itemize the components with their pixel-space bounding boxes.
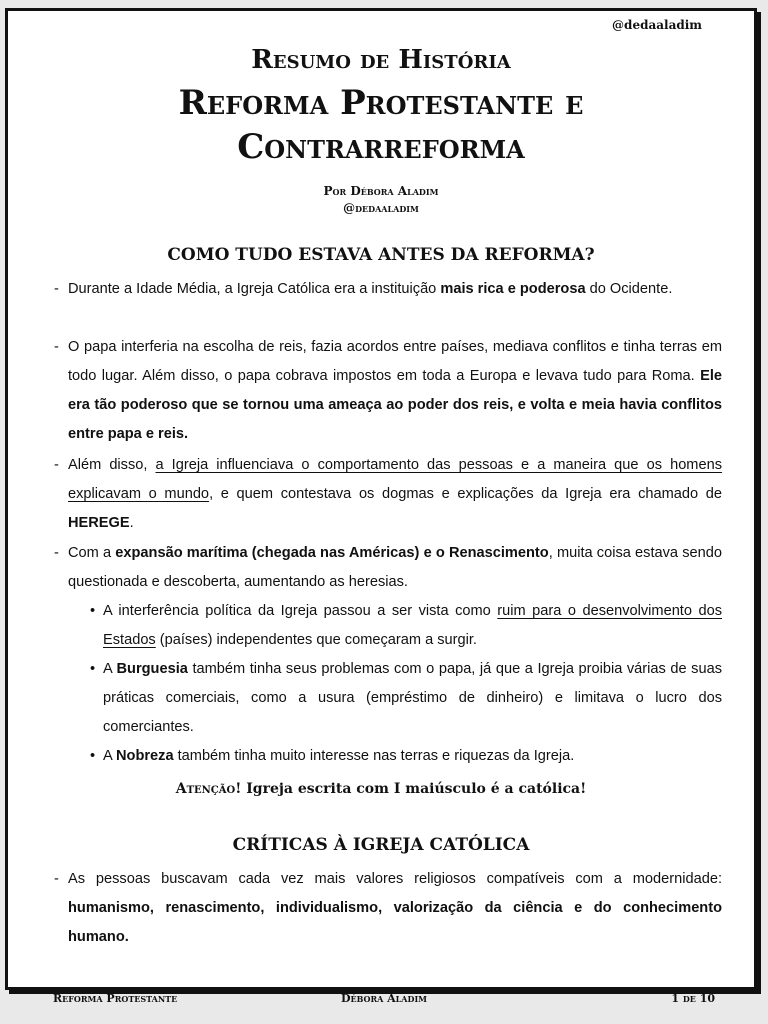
section-heading-criticism: CRÍTICAS À IGREJA CATÓLICA: [232, 835, 530, 855]
paragraph-expansion: - Com a expansão marítima (chegada nas Américas) e o Renascimento, muita coisa estava sendo questionada e descoberta, aumentando as heresias.: [54, 545, 722, 590]
bullet-bourgeoisie: • A Burguesia também tinha seus problemas com o papa, já que a Igreja proibia várias de suas práticas comerciais, como a usura (empréstimo de dinheiro) e limitava o lucro dos comerciantes.: [90, 661, 723, 735]
page-number: 1 de 10: [671, 992, 715, 1005]
attention-label: Atenção!: [175, 781, 242, 797]
document-page: [5, 8, 757, 990]
footer-title: Reforma Protestante: [53, 992, 178, 1005]
document-title: [8, 81, 754, 169]
page-footer: [48, 990, 720, 1005]
paragraph-heresy: - Além disso, a Igreja influenciava o comportamento das pessoas e a maneira que os homens explicavam o mundo, e quem contestava os dogmas e explicações da Igreja era chamado de HEREGE.: [54, 457, 722, 531]
document-subtitle: Resumo de História: [251, 45, 511, 75]
section-heading-before-reform: COMO TUDO ESTAVA ANTES DA REFORMA?: [167, 245, 595, 265]
header-handle: @dedaaladim: [612, 18, 702, 32]
title-line-2: Contrarreforma: [237, 127, 525, 167]
paragraph-modern-values: - As pessoas buscavam cada vez mais valores religiosos compatíveis com a modernidade: humanismo, renascimento, individualismo, valorização da ciência e do conhecimento humano.: [54, 871, 722, 945]
bullet-nobility: • A Nobreza também tinha muito interesse nas terras e riquezas da Igreja.: [90, 748, 575, 764]
title-line-1: Reforma Protestante e: [178, 83, 584, 123]
paragraph-pope-influence: - O papa interferia na escolha de reis, fazia acordos entre países, mediava conflitos e tinha terras em todo lugar. Além disso, o papa cobrava impostos em toda a Europa e levava tudo para Roma. Ele era tão poderoso que se tornou uma ameaça ao poder dos reis, e volta e meia havia conflitos entre papa e reis.: [54, 339, 722, 442]
author-name: Por Débora Aladim: [323, 184, 439, 198]
attention-text: Igreja escrita com I maiúsculo é a católica!: [241, 781, 587, 797]
paragraph-church-power: - Durante a Idade Média, a Igreja Católica era a instituição mais rica e poderosa do Ocidente.: [54, 281, 673, 297]
footer-author: Débora Aladim: [340, 992, 428, 1005]
byline: [8, 183, 754, 217]
author-handle: @dedaaladim: [343, 201, 419, 215]
attention-note: [8, 781, 754, 797]
bullet-political-interference: • A interferência política da Igreja passou a ser vista como ruim para o desenvolvimento dos Estados (países) independentes que começaram a surgir.: [90, 603, 722, 648]
